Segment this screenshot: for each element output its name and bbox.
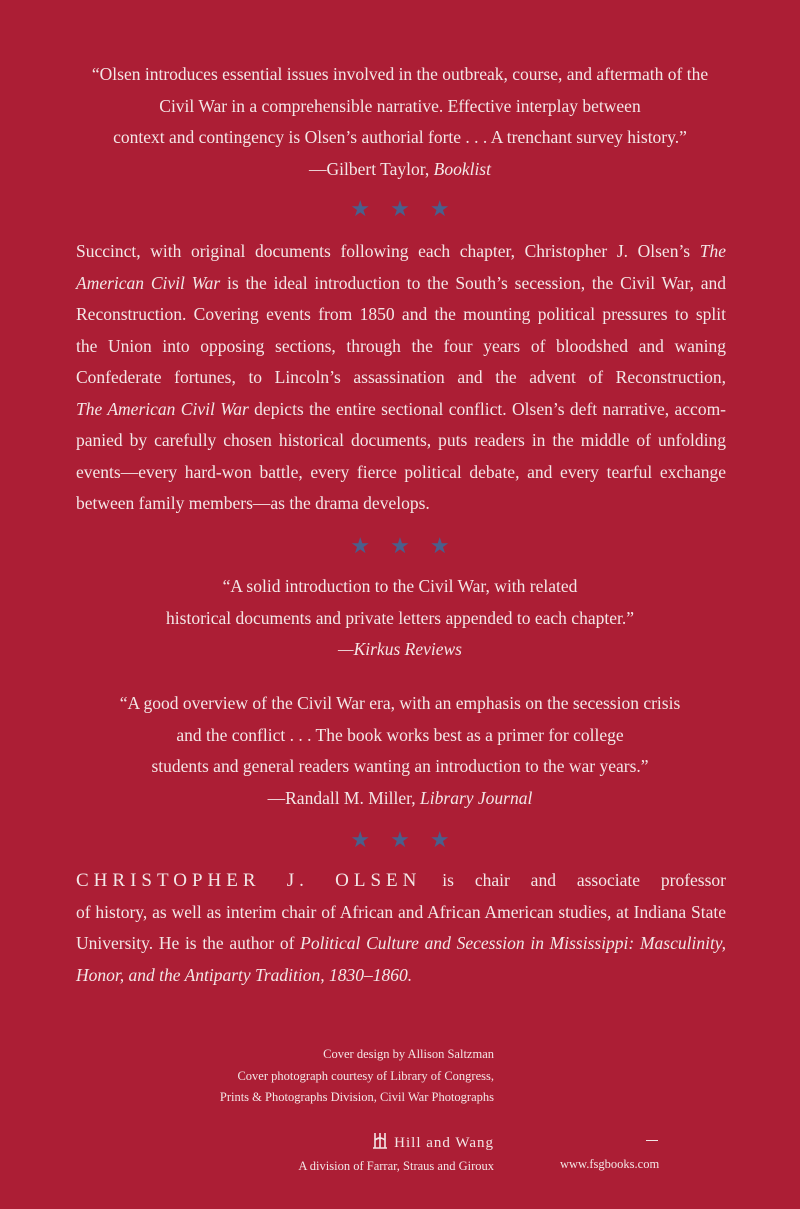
review-line: context and contingency is Olsen’s authorial forte . . . A trenchant survey history.” xyxy=(113,127,687,147)
review-line: “A solid introduction to the Civil War, with related xyxy=(222,576,578,596)
bio-text: is chair and associate professor xyxy=(421,870,726,890)
review-line: students and general readers wanting an introduction to the war years.” xyxy=(151,756,649,776)
description-line: between family members—as the drama develops. xyxy=(76,493,430,513)
star-divider xyxy=(0,533,800,559)
bio-line xyxy=(76,960,726,992)
description-line: Confederate fortunes, to Lincoln’s assassination and the advent of Reconstruction, xyxy=(76,367,726,387)
review-attribution xyxy=(0,634,800,666)
star-divider xyxy=(0,196,800,222)
description-text: depicts the entire sectional conflict. Olsen’s deft narrative, accom- xyxy=(248,398,727,419)
description-text: Succinct, with original documents following each chapter, Christopher J. Olsen’s xyxy=(76,241,700,261)
description-line: the Union into opposing sections, through the four years of bloodshed and waning xyxy=(76,335,726,356)
attribution-author: —Gilbert Taylor, xyxy=(309,158,434,179)
review-library-journal xyxy=(0,688,800,814)
description-line xyxy=(76,268,726,300)
publisher-url[interactable]: www.fsgbooks.com xyxy=(560,1157,660,1171)
attribution-source: Library Journal xyxy=(420,787,533,808)
description-title-italic: American Civil War xyxy=(76,272,221,293)
description-text: is the ideal introduction to the South’s secession, the Civil War, and xyxy=(220,272,727,293)
bio-line xyxy=(76,928,726,960)
review-line: “Olsen introduces essential issues involved in the outbreak, course, and aftermath of the xyxy=(91,64,709,84)
publisher-name: Hill and Wang xyxy=(394,1135,494,1152)
description-line: events—every hard-won battle, every fierce political debate, and every tearful exchange xyxy=(76,461,726,482)
description-line: panied by carefully chosen historical documents, puts readers in the middle of unfolding xyxy=(76,430,726,450)
description-line xyxy=(76,236,726,268)
review-booklist xyxy=(0,59,800,185)
credit-line: Prints & Photographs Division, Civil War Photographs xyxy=(219,1090,494,1104)
review-line: Civil War in a comprehensible narrative. Effective interplay between xyxy=(159,95,641,116)
bio-book-title: Political Culture and Secession in Mississippi: Masculinity, xyxy=(300,933,726,953)
publisher-block xyxy=(0,1131,494,1174)
bio-book-title: Honor, and the Antiparty Tradition, 1830–1860. xyxy=(76,964,413,985)
publisher-division: A division of Farrar, Straus and Giroux xyxy=(298,1159,494,1173)
bio-line xyxy=(76,865,726,897)
publisher-name-row xyxy=(0,1131,494,1156)
review-line: and the conflict . . . The book works best as a primer for college xyxy=(176,724,624,745)
description-title-italic: The xyxy=(699,241,726,261)
star-divider xyxy=(0,827,800,853)
description-line xyxy=(76,394,726,426)
review-attribution xyxy=(0,154,800,186)
review-kirkus xyxy=(0,571,800,666)
attribution-author: —Randall M. Miller, xyxy=(267,787,421,808)
review-attribution xyxy=(0,783,800,815)
description-title-italic: The American Civil War xyxy=(76,398,249,419)
divider-mark xyxy=(646,1140,658,1141)
review-line: “A good overview of the Civil War era, with an emphasis on the secession crisis xyxy=(119,693,681,713)
author-bio xyxy=(76,865,726,991)
star-icons: ★★★ xyxy=(350,196,470,221)
attribution-source: Booklist xyxy=(433,158,491,179)
author-name: CHRISTOPHER J. OLSEN xyxy=(76,870,422,891)
credit-line: Cover design by Allison Saltzman xyxy=(323,1047,494,1061)
credit-line: Cover photograph courtesy of Library of Congress, xyxy=(237,1068,494,1083)
review-line: historical documents and private letters appended to each chapter.” xyxy=(166,607,634,628)
book-description xyxy=(76,236,726,520)
bio-text: University. He is the author of xyxy=(76,933,301,953)
attribution-source: —Kirkus Reviews xyxy=(338,639,462,659)
bio-line: of history, as well as interim chair of African and African American studies, at Indiana State xyxy=(76,901,726,922)
description-line: Reconstruction. Covering events from 1850 and the mounting political pressures to split xyxy=(76,304,726,324)
star-icons: ★★★ xyxy=(350,533,470,558)
cover-credits xyxy=(0,1044,494,1109)
publisher-logo-icon xyxy=(372,1131,388,1156)
star-icons: ★★★ xyxy=(350,827,470,852)
